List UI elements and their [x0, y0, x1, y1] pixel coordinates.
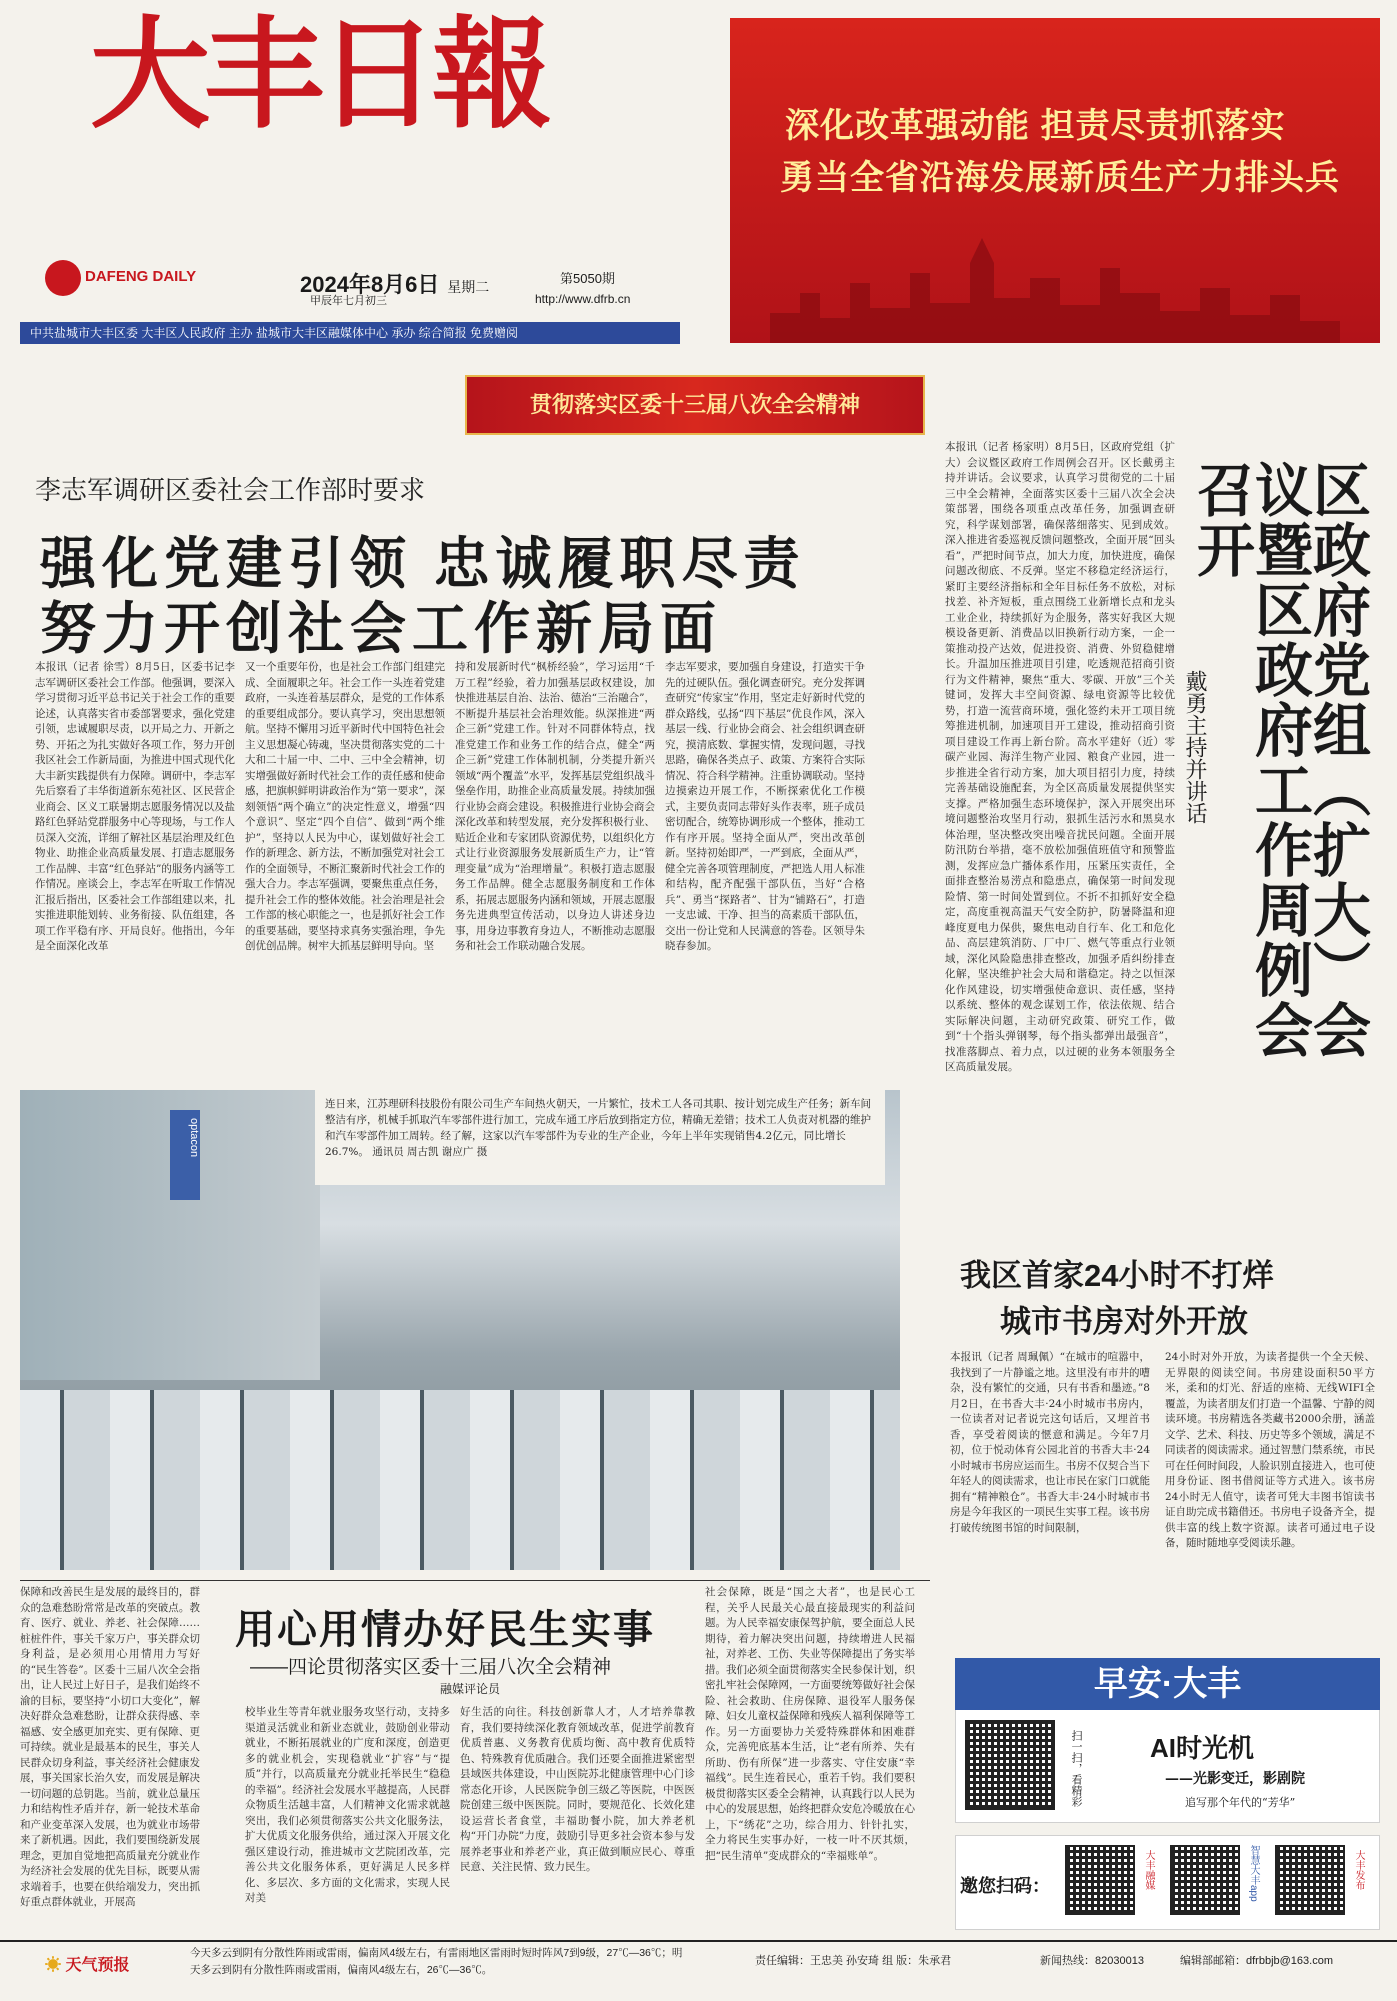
editorial-column-3: 好生活的向往。科技创新靠人才，人才培养靠教育，我们要持续深化教育领域改革，促进学前教育优质普惠、义务教育优质均衡、高中教育优质特色、特殊教育优质融合。我们还要全面推进紧密型县域医共体建设，中山医院苏北健康管理中心门诊常态化开诊，人民医院争创三级乙等医院，中医医院创建三级中医医院。同时，要规范化、长效化建设运营长者食堂，丰福助餐小院，加大养老机构“开门办院”力度，鼓励引导更多社会资本参与发展养老事业和养老产业，真正做到顺应民心、尊重民意、关注民情、致力民生。 [460, 1706, 695, 1873]
bookstore-column-2: 24小时对外开放，为读者提供一个全天候、无界限的阅读空间。书房建设面积50平方米，柔和的灯光、舒适的座椅、无线WIFI全覆盖，为读者朋友们打造一个温馨、宁静的阅读环境。书房精选各类藏书2000余册，涵盖文学、艺术、科技、历史等多个领域，满足不同读者的阅读需求。通过智慧门禁系统，市民可在任何时间段，人脸识别直接进入，也可使用身份证、图书借阅证等方式进入。该书房24小时无人值守，读者可凭大丰图书馆读书证自助完成书籍借还。书房电子设备齐全，提供丰富的线上数字资源。读者可通过电子设备，随时随地享受阅读乐趣。 [1165, 1351, 1375, 1549]
qr-code-icon[interactable] [1065, 1845, 1135, 1915]
scan-hint: 扫一扫，看精彩 [1070, 1730, 1082, 1807]
lead-kicker: 李志军调研区委社会工作部时要求 [35, 475, 426, 505]
bookstore-headline-2: 城市书房对外开放 [1000, 1304, 1248, 1339]
editor-credits: 责任编辑：王忠美 孙安琦 组 版：朱承君 [755, 1955, 952, 1967]
lead-column-3: 持和发展新时代“枫桥经验”，学习运用“千万工程”经验，着力加强基层政权建设，加快推进基层自治、法治、德治“三治融合”，不断提升基层社会治理效能。纵深推进“两企三新”党建工作。针对不同群体特点，找准党建工作和业务工作的结合点，健全“两企三新”党建工作体制机制，分类提升新兴领域“两个覆盖”水平，发挥基层党组织战斗堡垒作用，助推企业高质量发展。持续加强行业协会商会建设。积极推进行业协会商会深化改革和转型发展，充分发挥积极行业、贴近企业和专家团队资源优势，以组织化方式让行业资源服务发展新质生产力，让“管理变量”成为“治理增量”。积极打造志愿服务工作品牌。健全志愿服务制度和工作体系，拓展志愿服务内涵和领域，开展志愿服务先进典型宣传活动，以身边人讲述身边事，用身边事教育身边人，不断推动志愿服务和社会工作联动融合发展。 [455, 661, 655, 952]
banner-line-1: 深化改革强动能 担责尽责抓落实 [785, 107, 1286, 145]
weather-line-1: 今天多云到阴有分散性阵雨或雷雨，偏南风4级左右，有雷雨地区雷雨时短时阵风7到9级，27℃—36℃；明 [190, 1947, 683, 1959]
app-label-1: 大丰融媒 [1143, 1850, 1154, 1890]
right-story-subhead: 戴勇主持并讲话 [1183, 670, 1208, 824]
issue-number: 第5050期 [560, 271, 615, 286]
newspaper-logo: 大丰日報 [90, 4, 546, 145]
news-hotline: 新闻热线：82030013 [1040, 1955, 1144, 1967]
website-link[interactable]: http://www.dfrb.cn [535, 292, 631, 306]
editorial-column-2: 校毕业生等青年就业服务攻坚行动，支持多渠道灵活就业和新业态就业，鼓励创业带动就业，不断拓展就业的广度和深度，创造更多的就业机会，实现稳就业“扩容”与“提质”并行，以高质量充分就业托举民生“稳稳的幸福”。经济社会发展水平越提高，人民群众物质生活越丰富，人们精神文化需求就越突出，我们必须贯彻落实公共文化服务法，扩大优质文化服务供给，通过深入开展文化强区建设行动，推进城市文艺院团改革，完善公共文化服务体系，更好满足人民多样化、多层次、多方面的文化需求，实现人民对美 [245, 1706, 450, 1904]
show-subtitle: ——光影变迁，影剧院 [1165, 1771, 1305, 1787]
editorial-headline: 用心用情办好民生实事 [235, 1608, 655, 1652]
machine-rows [20, 1390, 900, 1570]
sun-icon: ☀ [45, 1957, 62, 1974]
editorial-column-1: 保障和改善民生是发展的最终目的，群众的急难愁盼常常是改革的突破点。教育、医疗、就业、养老、社会保障……桩桩件件，事关千家万户，事关群众切身利益，是必须用心用情用力写好的“民生答卷”。区委十三届八次全会指出，让人民过上好日子，是我们始终不渝的目标，要坚持“小切口大变化”，解决好群众急难愁盼，让群众获得感、幸福感、安全感更加充实、更有保障、更可持续。就业是最基本的民生，事关人民群众切身利益，事关经济社会健康发展，事关国家长治久安，而发展是解决一切问题的总钥匙。当前，就业总量压力和结构性矛盾并存，新一轮技术革命和产业变革深入发展，也为就业市场带来了新机遇。因此，我们要围绕新发展理念，更加自觉地把高质量充分就业作为经济社会发展的优先目标，既要从需求端着手，也要在供给端发力，突出抓好重点群体就业，开展高 [20, 1586, 200, 1908]
editorial-column-4: 社会保障，既是“国之大者”，也是民心工程，关乎人民最关心最直接最现实的利益问题。为人民幸福安康保驾护航，要全面总人民期待，着力解决突出问题，持续增进人民福祉，对养老、工伤、失业等保障提出了务实举措。我们必须全面贯彻落实全民参保计划，织密扎牢社会保障网，一方面要统筹做好社会保险、社会救助、住房保障、退役军人服务保障、妇女儿童权益保障和残疾人福利保障等工作。另一方面要协力关爱特殊群体和困难群众，完善兜底基本生活，让“老有所养、失有所助、伤有所保”进一步落实、守住安康“幸福线”。民生连着民心，重若千钧。我们要积极贯彻落实区委全会精神，认真践行以人民为中心的发展思想，始终把群众安危冷暖放在心上，下“绣花”之功，综合用力、针针扎实，全力将民生实事办好，一枝一叶不厌其烦，把“民生清单”变成群众的“幸福账单”。 [705, 1586, 915, 1862]
banner-line-2: 勇当全省沿海发展新质生产力排头兵 [780, 159, 1340, 197]
show-note: 追写那个年代的“芳华” [1185, 1796, 1296, 1809]
bookstore-column-1: 本报讯（记者 周珮佩）“在城市的喧嚣中，我找到了一片静谧之地。这里没有市井的嘈杂，没有繁忙的交通，只有书香和墨迹。”8月2日，在书香大丰·24小时城市书房内，一位读者对记者说完这句话后，又埋首书香，享受着阅读的惬意和满足。今年7月初，位于悦动体育公园北首的书香大丰·24小时城市书房应运而生。书房不仅契合当下年轻人的阅读需求，也让市民在家门口就能拥有“精神粮仓”。书香大丰·24小时城市书房是今年我区的一项民生实事工程。该书房打破传统图书馆的时间限制， [950, 1351, 1150, 1534]
show-title: AI时光机 [1150, 1733, 1255, 1763]
morning-title: 早安·大丰 [955, 1658, 1380, 1710]
lead-column-2: 又一个重要年份，也是社会工作部门组建完成、全面履职之年。社会工作一头连着党建政府，一头连着基层群众，是党的工作体系的重要组成部分。要认真学习，突出思想领航。坚持不懈用习近平新时代中国特色社会主义思想凝心铸魂，坚决贯彻落实党的二十大和二十届一中、二中、三中全会精神，切实增强做好新时代社会工作的责任感和使命感，把旗帜鲜明讲政治作为“第一要求”，深刻领悟“两个确立”的决定性意义，增强“四个意识”、坚定“四个自信”、做到“两个维护”，坚持以人民为中心，谋划做好社会工作的新理念、新方法，不断加强党对社会工作的全面领导，不断汇聚新时代社会工作的强大合力。李志军强调，要聚焦重点任务，提升社会工作的整体效能。社会治理是社会工作部的核心职能之一，也是抓好社会工作的重要基础，要坚持求真务实强治理，争先创优创品牌。树牢大抓基层鲜明导向。坚 [245, 661, 445, 952]
lead-column-4: 李志军要求，要加强自身建设，打造实干争先的过硬队伍。强化调查研究。充分发挥调查研究“传家宝”作用，坚定走好新时代党的群众路线，弘扬“四下基层”优良作风，深入基层一线、行业协会商会、社会组织调查研究，摸清底数、掌握实情，发现问题，寻找思路，确保各类点子、政策、方案符合实际情况、符合科学精神。注重协调联动。坚持边摸索边开展工作，不断探索优化工作模式，主要负责同志带好头作表率，班子成员密切配合，统筹协调形成一个整体，推动工作有序开展。坚持全面从严，突出改革创新。坚持初始即严，一严到底，全面从严，健全完善各项管理制度，严把选人用人标准和结构，配齐配强干部队伍，当好“合格兵”、勇当“探路者”、甘为“铺路石”，打造一支忠诚、干净、担当的高素质干部队伍，交出一份让党和人民满意的答卷。区领导朱晓春参加。 [665, 661, 865, 952]
editor-email[interactable]: 编辑部邮箱：dfrbbjb@163.com [1180, 1955, 1333, 1967]
sponsor-bar: 中共盐城市大丰区委 大丰区人民政府 主办 盐城市大丰区融媒体中心 承办 综合简报 免费赠阅 [20, 322, 680, 344]
section-ribbon: 贯彻落实区委十三届八次全会精神 [465, 375, 925, 435]
qr-code-icon[interactable] [1170, 1845, 1240, 1915]
qr-code-icon[interactable] [965, 1720, 1055, 1810]
issue-date: 2024年8月6日 星期二 [300, 272, 490, 297]
right-story-body: 本报讯（记者 杨家明）8月5日，区政府党组（扩大）会议暨区政府工作周例会召开。区长戴勇主持并讲话。会议要求，认真学习贯彻党的二十届三中全会精神，全面落实区委十三届八次全会决策部署，围绕各项重点改革任务，加强调查研究，科学谋划部署，确保落细落实、见到成效。深入推进省委巡视反馈问题整改，全面开展“回头看”，严把时间节点，加大力度，加快进度，确保问题改彻底、不反弹。坚定不移稳定经济运行，紧盯主要经济指标和全年目标任务不放松，对标找差、补齐短板，重点围绕工业新增长点和龙头工业企业，持续抓好为企服务，落实好我区大规模设备更新、消费品以旧换新行动方案，一企一策推动投产达效，促进投资、消费、外贸稳健增长。升温加压推进项目引建，吃透规范招商引资行为文件精神，聚焦“重大、零碳、开放”三个关键词，发挥大丰空间资源、绿电资源等比较优势，打造一流营商环境，强化签约未开工项目统筹推进机制，加速项目开工建设，推动招商引资项目建设工作再上新台阶。高水平建好（近）零碳产业园、海洋生物产业园、粮食产业园，进一步推进全省行动方案，加大项目招引力度，持续完善基础设施配套，为全区高质量发展提供坚实支撑。严格加强生态环境保护，深入开展突出环境问题整治攻坚月行动，狠抓生活污水和黑臭水体治理，坚决整改突出噪音扰民问题。全面开展防汛防台举措，毫不放松加强值班值守和预警监测，发挥应急广播体系作用，压紧压实责任，全面排查整治易涝点和隐患点，确保第一时间发现险情、第一时间处置到位。不折不扣抓好安全稳定，高度重视高温天气安全防护，防暑降温和迎峰度夏电力保供，聚焦电动自行车、化工和危化品、高层建筑消防、厂中厂、燃气等重点行业领域，深化风险隐患排查整改，加强矛盾纠纷排查化解，坚决维护社会大局和谐稳定。持之以恒深化作风建设，切实增强使命意识、责任感，坚持以系统、整体的观念谋划工作，依法依规、结合实际解决问题，主动研究政策、研究工作，做到“十个指头弹钢琴，每个指头都弹出最强音”，找准落脚点、着力点，以过硬的业务本领服务全区高质量发展。 [945, 441, 1175, 1073]
lead-headline-2: 努力开创社会工作新局面 [40, 597, 722, 660]
photo-caption: 连日来，江苏理研科技股份有限公司生产车间热火朝天，一片繁忙，技术工人各司其职、按计划完成生产任务；新车间整洁有序，机械手抓取汽车零部件进行加工，完成车通工序后放到指定方位，精确无差错；技术工人负责对机器的维护和汽车零部件加工周转。经了解，这家以汽车零部件为专业的生产企业，今年上半年实现销售4.2亿元，同比增长26.7%。 通讯员 周古凯 谢应广 摄 [315, 1090, 885, 1185]
machine-brand-label: optacon [170, 1110, 200, 1200]
weather-label: ☀ 天气预报 [45, 1957, 130, 1974]
qr-code-icon[interactable] [1275, 1845, 1345, 1915]
lead-headline-1: 强化党建引领 忠诚履职尽责 [40, 532, 806, 595]
lunar-date: 甲辰年七月初三 [310, 295, 387, 307]
top-banner [730, 18, 1380, 343]
weather-line-2: 天多云到阴有分散性阵雨或雷雨，偏南风4级左右，26℃—36℃。 [190, 1964, 493, 1976]
invite-label: 邀您扫码： [960, 1876, 1050, 1896]
logo-mark-icon [45, 260, 81, 296]
right-story-headline: 区政府党组（扩大）会议暨区政府工作周例会召开 [1188, 460, 1369, 1060]
bookstore-headline-1: 我区首家24小时不打烊 [960, 1258, 1274, 1293]
app-label-2: 智慧大丰app [1248, 1845, 1259, 1902]
section-divider [20, 1580, 930, 1581]
city-skyline-icon [770, 233, 1340, 343]
app-label-3: 大丰发布 [1353, 1850, 1364, 1890]
lead-column-1: 本报讯（记者 徐雪）8月5日，区委书记李志军调研区委社会工作部。他强调，要深入学习贯彻习近平总书记关于社会工作的重要论述，认真落实省市委部署要求，强化党建引领，忠诚履职尽责，以开局之力、开新之势、开拓之为扎实做好各项工作，努力开创我区社会工作新局面，为推进中国式现代化大丰新实践提供有力保障。调研中，李志军先后察看了丰华街道新东苑社区、区民营企业商会、区义工联暑期志愿服务情况以及盐路红色驿站党群服务中心等现场，与工作人员深入交流，详细了解社区基层治理及红色物业、助推企业高质量发展、打造志愿服务工作品牌、丰富“红色驿站”的服务内涵等工作情况。座谈会上，李志军在听取工作情况汇报后指出，区委社会工作部组建以来，扎实推进职能划转、业务衔接、队伍组建，各项工作平稳有序、开局良好。他指出，今年是全面深化改革 [35, 661, 235, 952]
editorial-byline: 融媒评论员 [440, 1682, 501, 1696]
logo-english: DAFENG DAILY [85, 268, 197, 285]
editorial-subhead: ——四论贯彻落实区委十三届八次全会精神 [250, 1657, 612, 1678]
